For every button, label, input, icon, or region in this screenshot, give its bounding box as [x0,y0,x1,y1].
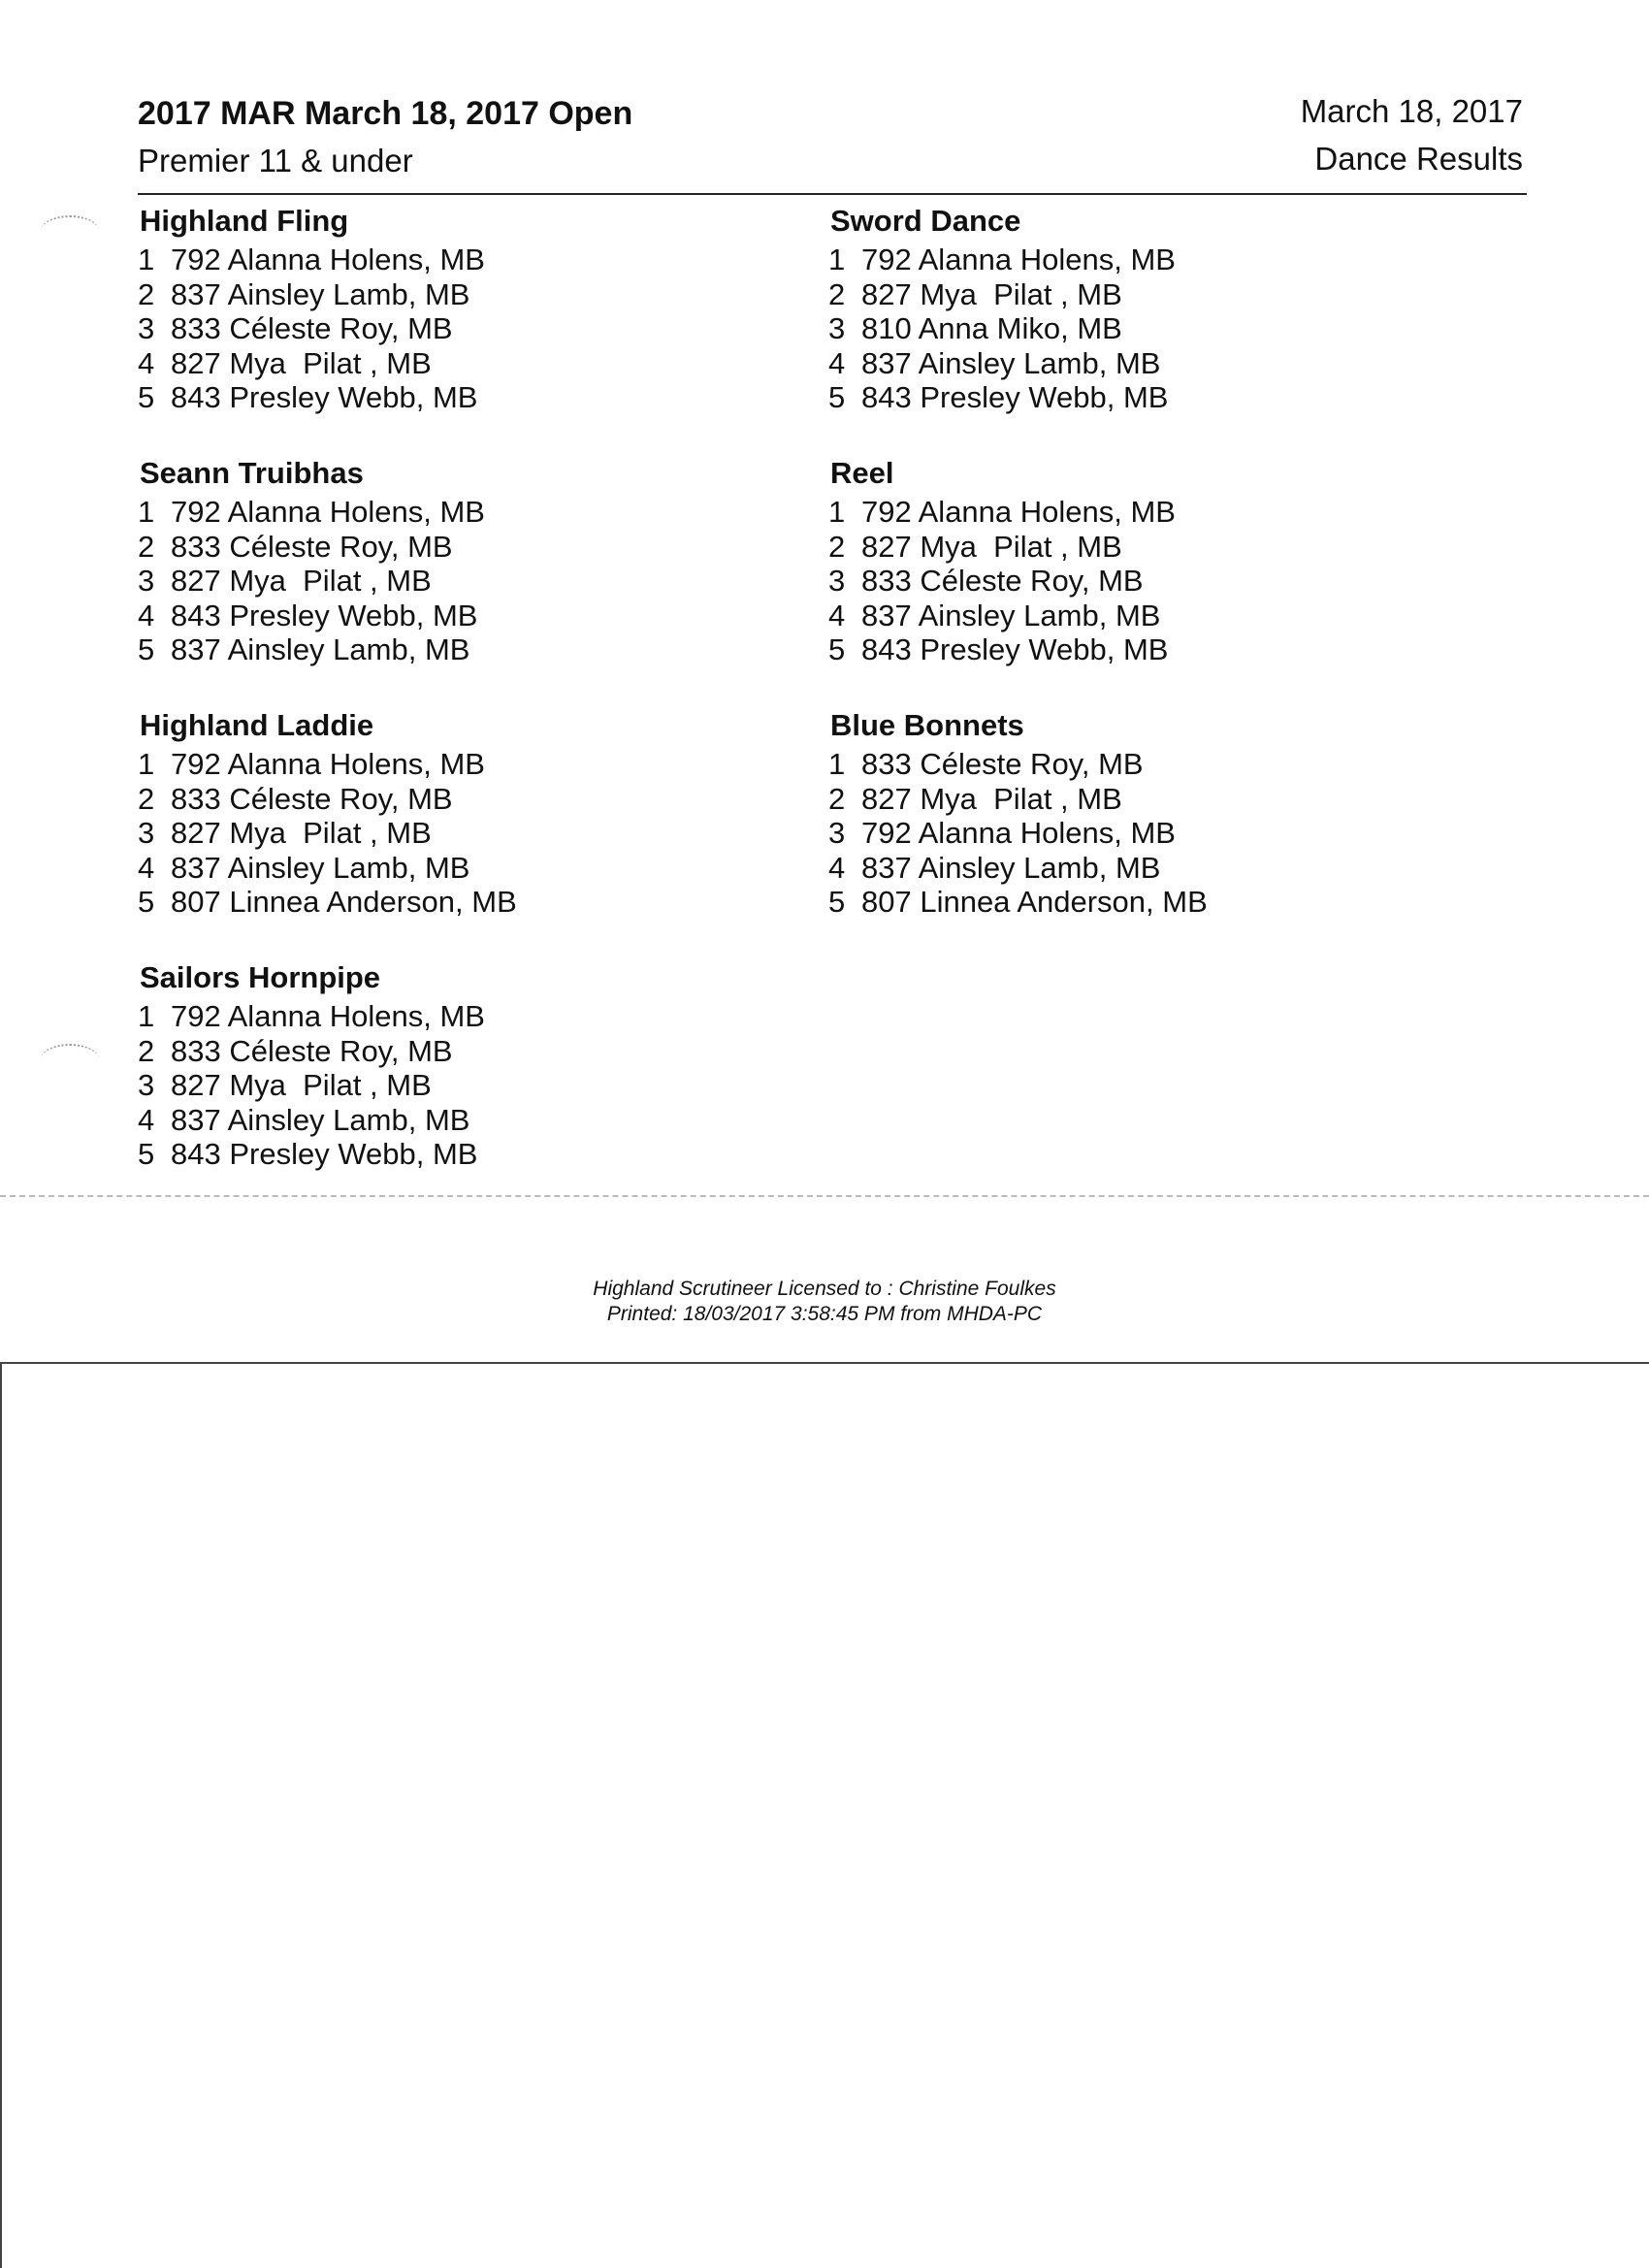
dance-title: Blue Bonnets [830,707,1024,742]
competitor-name: 843 Presley Webb, MB [171,1137,478,1172]
event-date: March 18, 2017 [1300,93,1523,129]
punch-hole-mark [41,215,99,246]
result-row [138,1103,817,1138]
place-number: 3 [828,311,846,346]
place-number: 4 [828,850,846,885]
competitor-name: 843 Presley Webb, MB [861,632,1169,667]
place-number: 2 [138,529,155,564]
competitor-name: 837 Ainsley Lamb, MB [171,276,470,311]
event-title: 2017 MAR March 18, 2017 Open [138,95,633,132]
place-number: 1 [828,746,846,781]
dance-section [828,454,1507,667]
competitor-name: 792 Alanna Holens, MB [171,243,485,276]
scan-page-left-edge [0,1362,2,2268]
competitor-name: 833 Céleste Roy, MB [861,564,1144,599]
competitor-name: 792 Alanna Holens, MB [171,494,485,529]
competitor-name: 843 Presley Webb, MB [861,380,1169,415]
dance-section [828,706,1507,920]
competitor-name: 843 Presley Webb, MB [171,598,478,632]
result-row [828,851,1507,886]
dance-title: Reel [830,455,894,490]
place-number: 5 [828,380,846,415]
result-row [138,530,817,565]
competitor-name: 792 Alanna Holens, MB [861,816,1176,851]
competitor-name: 833 Céleste Roy, MB [171,529,453,564]
place-number: 4 [828,598,846,632]
result-row [828,380,1507,415]
result-row [138,816,817,851]
result-row [828,530,1507,565]
place-number: 4 [138,345,155,380]
competitor-name: 827 Mya Pilat , MB [171,816,432,851]
result-row [138,1034,817,1069]
printed-timestamp: Printed: 18/03/2017 3:58:45 PM from MHDA-PC [606,1303,1043,1325]
page-fold-line [0,1195,1649,1197]
place-number: 3 [138,1068,155,1103]
place-number: 5 [828,632,846,667]
result-row [138,380,817,415]
result-row [828,495,1507,530]
print-footer [0,1277,1649,1327]
place-number: 1 [828,243,846,276]
place-number: 2 [138,276,155,311]
dance-section [138,958,817,1172]
place-number: 3 [138,816,155,851]
competitor-name: 837 Ainsley Lamb, MB [171,1102,470,1137]
license-text: Highland Scrutineer Licensed to : Christine Foulkes [593,1278,1056,1300]
header-divider [138,193,1527,195]
result-row [828,564,1507,599]
competitor-name: 807 Linnea Anderson, MB [861,885,1208,920]
result-row [828,632,1507,667]
place-number: 1 [138,243,155,276]
competitor-name: 792 Alanna Holens, MB [171,746,485,781]
competitor-name: 833 Céleste Roy, MB [171,781,453,816]
competitor-name: 827 Mya Pilat , MB [171,1068,432,1103]
place-number: 5 [138,1137,155,1172]
result-row [828,747,1507,782]
competitor-name: 843 Presley Webb, MB [171,380,478,415]
place-number: 1 [138,494,155,529]
competitor-name: 792 Alanna Holens, MB [861,243,1176,276]
result-row [138,346,817,381]
place-number: 1 [138,746,155,781]
place-number: 3 [828,816,846,851]
result-row [828,782,1507,817]
competitor-name: 827 Mya Pilat , MB [861,529,1122,564]
place-number: 4 [138,598,155,632]
result-row [138,277,817,312]
result-row [828,243,1507,277]
dance-title: Highland Fling [140,204,349,238]
result-row [828,599,1507,633]
place-number: 4 [138,1102,155,1137]
result-row [138,747,817,782]
place-number: 1 [138,998,155,1033]
competitor-name: 837 Ainsley Lamb, MB [861,850,1161,885]
result-row [828,346,1507,381]
competitor-name: 810 Anna Miko, MB [861,311,1122,346]
dance-section [138,454,817,667]
place-number: 3 [828,564,846,599]
place-number: 2 [828,529,846,564]
category-subtitle: Premier 11 & under [138,143,413,178]
dance-section [828,202,1507,415]
scan-page-edge [0,1362,1649,1364]
result-row [138,885,817,920]
result-row [138,599,817,633]
dance-section [138,202,817,415]
dance-title: Seann Truibhas [140,455,364,490]
competitor-name: 827 Mya Pilat , MB [171,345,432,380]
competitor-name: 833 Céleste Roy, MB [171,1033,453,1068]
result-row [828,885,1507,920]
results-column-right [828,202,1507,958]
result-row [138,851,817,886]
place-number: 5 [138,885,155,920]
result-row [138,311,817,346]
result-row [828,311,1507,346]
result-row [138,1137,817,1172]
place-number: 2 [138,781,155,816]
punch-hole-mark [41,1044,99,1075]
place-number: 3 [138,311,155,346]
dance-title: Sailors Hornpipe [140,959,381,994]
place-number: 4 [138,850,155,885]
place-number: 2 [828,276,846,311]
place-number: 2 [828,781,846,816]
result-row [138,632,817,667]
place-number: 3 [138,564,155,599]
competitor-name: 792 Alanna Holens, MB [861,494,1176,529]
result-row [828,277,1507,312]
place-number: 2 [138,1033,155,1068]
competitor-name: 827 Mya Pilat , MB [861,276,1122,311]
competitor-name: 837 Ainsley Lamb, MB [861,598,1161,632]
results-column-left [138,202,817,1211]
competitor-name: 833 Céleste Roy, MB [861,746,1144,781]
result-row [138,1068,817,1103]
place-number: 1 [828,494,846,529]
competitor-name: 837 Ainsley Lamb, MB [171,632,470,667]
competitor-name: 837 Ainsley Lamb, MB [861,345,1161,380]
result-row [138,999,817,1034]
place-number: 5 [138,632,155,667]
result-row [138,243,817,277]
competitor-name: 807 Linnea Anderson, MB [171,885,517,920]
place-number: 5 [138,380,155,415]
result-row [138,782,817,817]
dance-section [138,706,817,920]
place-number: 4 [828,345,846,380]
competitor-name: 837 Ainsley Lamb, MB [171,850,470,885]
result-row [828,816,1507,851]
dance-title: Highland Laddie [140,707,374,742]
competitor-name: 827 Mya Pilat , MB [861,781,1122,816]
report-type: Dance Results [1314,141,1523,177]
competitor-name: 833 Céleste Roy, MB [171,311,453,346]
result-row [138,495,817,530]
place-number: 5 [828,885,846,920]
competitor-name: 827 Mya Pilat , MB [171,564,432,599]
result-row [138,564,817,599]
competitor-name: 792 Alanna Holens, MB [171,998,485,1033]
dance-title: Sword Dance [830,204,1021,238]
